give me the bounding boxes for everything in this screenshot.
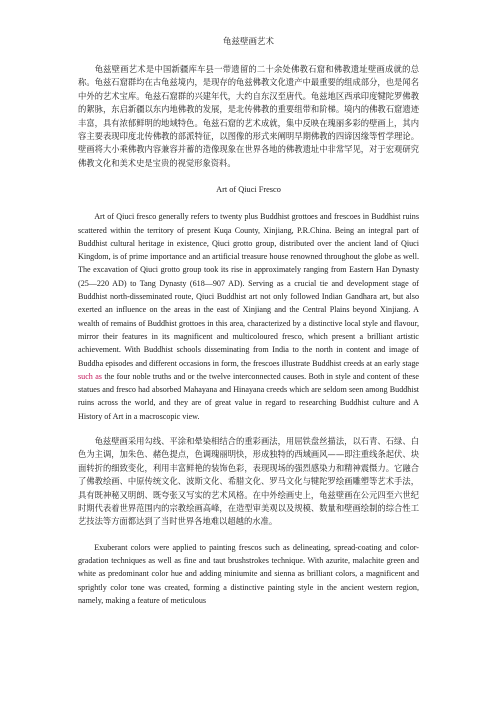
document-title-chinese: 龟兹壁画艺术 <box>222 37 274 47</box>
paragraph-1-english-part-b: the four noble truths and or the twelve interconnected causes. Both in style and content of these statues and fresco had absorbed Mahayana and Hinayana creeds which are seldom seen among Buddhist ruins across the world, and they are of great value in regard to researching Buddhist culture and A History of Art in a macroscopic view. <box>78 371 419 421</box>
highlighted-phrase: such as <box>78 371 102 381</box>
paragraph-1-english-part-a: Art of Qiuci fresco generally refers to twenty plus Buddhist grottoes and frescoes in Buddhist ruins scattered within the territory of present Kuqa County, Xinjiang, P.R.China. Being an integral part of Buddhist cultural heritage in existence, Qiuci grotto group, distributed over the ancient land of Qiuci Kingdom, is of prime importance and an artificial treasure house renowned throughout the globe as well. The excavation of Qiuci grotto group took its rise in approximately ranging from Eastern Han Dynasty (25—220 AD) to Tang Dynasty (618—907 AD). Serving as a crucial tie and development stage of Buddhist north-disseminated route, Qiuci Buddhist art not only followed Indian Gandhara art, but also exerted an influence on the areas in the east of Xinjiang and the Central Plains beyond Xinjiang. A wealth of remains of Buddhist grottoes in this area, characterized by a distinctive local style and flavour, mirror their features in its magnificent and multicoloured fresco, which present a brilliant artistic achievement. With Buddhist schools disseminating from India to the north in content and image of Buddha episodes and different occasions in form, the frescoes illustrate Buddhist creeds at an early stage <box>78 212 419 368</box>
paragraph-1-english <box>78 210 419 423</box>
paragraph-2-chinese: 龟兹壁画采用勾线、平涂和晕染相结合的重彩画法，用屈铁盘丝描法，以石青、石绿、白色为主调，加朱色、赭色提点，色调瑰丽明快，形成独特的西域画风——即注重线条起伏、块面转折的细致变化，利用丰富鲜艳的装饰色彩，表现现场的强烈感染力和精神震慑力。它融合了佛教绘画、中原传统文化、波斯文化、希腊文化、罗马文化与犍陀罗绘画雕塑等艺术手法，具有既神秘又明朗、既夸张又写实的艺术风格。在中外绘画史上，龟兹壁画在公元四至六世纪时期代表着世界范围内的宗教绘画高峰，在造型审美观以及规模、数量和壁画绘制的综合性工艺技法等方面都达到了当时世界各地难以超越的水准。 <box>78 436 419 527</box>
paragraph-spacer <box>78 423 419 435</box>
document-title-english: Art of Qiuci Fresco <box>216 185 281 195</box>
paragraph-spacer <box>78 529 419 541</box>
paragraph-1-chinese: 龟兹壁画艺术是中国新疆库车县一带遗留的二十余处佛教石窟和佛教遗址壁画成就的总称。龟兹石窟群均在古龟兹境内，是现存的龟兹佛教文化遗产中最重要的组成部分，也是闻名中外的艺术宝库。龟兹石窟群的兴建年代，大约自东汉至唐代。龟兹地区西承印度犍陀罗佛教的絮脉，东启新疆以东内地佛教的发展，是北传佛教的重要组带和阶梯。境内的佛教石窟遗迹丰富，具有浓郁鲜明的地域特色。龟兹石窟的艺术成就，集中反映在瑰丽多彩的壁画上，其内容主要表现印度北传佛教的部派特征，以图像的形式来阐明早期佛教的四谛因缘等哲学理论。壁画将大小乘佛教内容兼容并蓄的造像现象在世界各地的佛教遗址中非常罕见，对于宏观研究佛教文化和美术史是宝贵的视觉形象资料。 <box>78 64 419 168</box>
document-page <box>78 36 419 607</box>
paragraph-2-english: Exuberant colors were applied to painting frescos such as delineating, spread-coating and color-gradation techniques as well as fine and taut brushstrokes technique. With azurite, malachite green and white as predominant color hue and adding miniumite and sienna as brilliant colors, a magnificent and sprightly color tone was created, forming a distinctive painting style in the ancient western region, namely, making a feature of meticulous <box>78 542 419 606</box>
